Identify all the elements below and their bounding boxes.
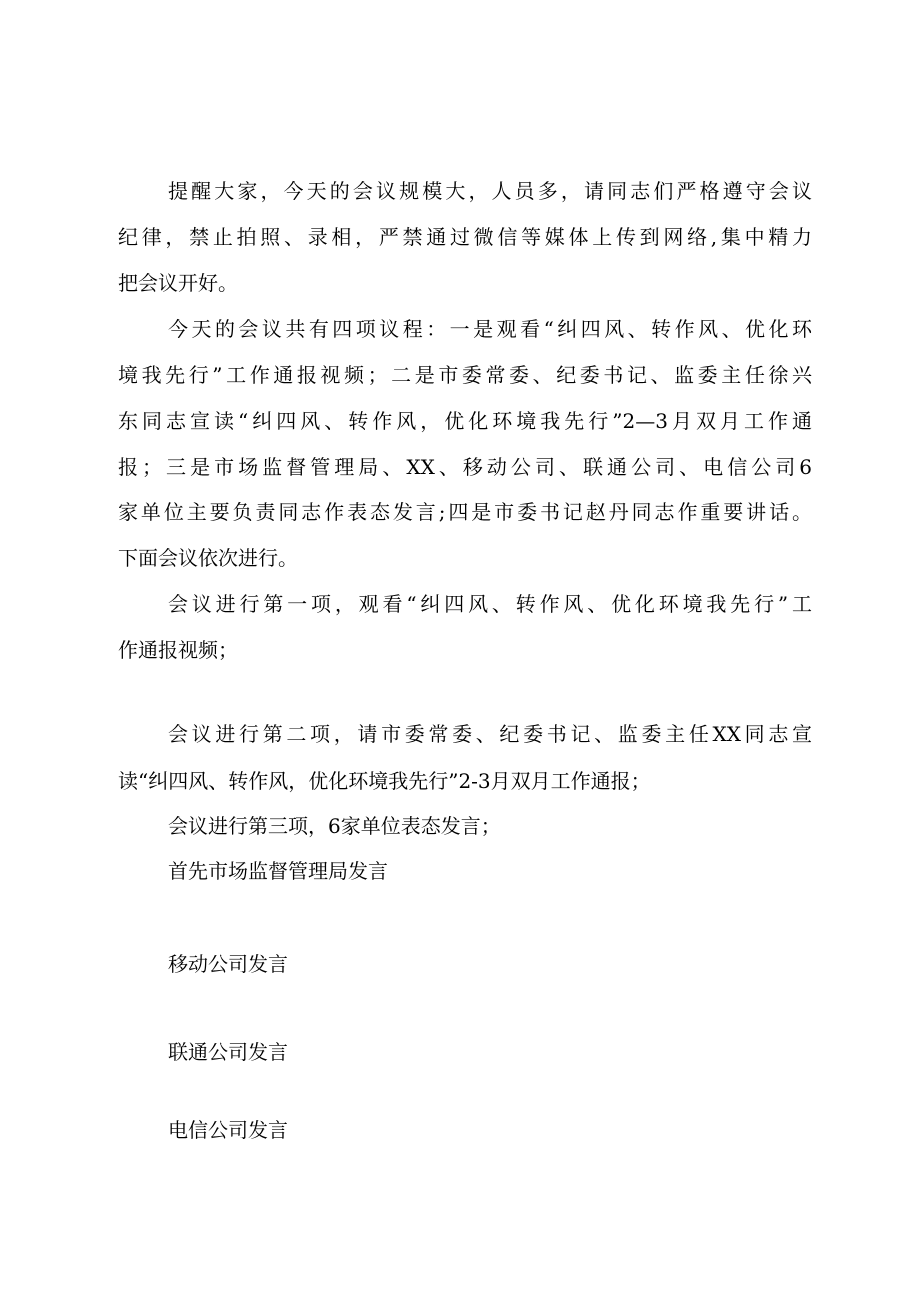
- speaker-telecom: 电信公司发言: [168, 1118, 288, 1142]
- speaker-mobile: 移动公司发言: [168, 952, 288, 976]
- paragraph-4-line-2: 读“纠四风、转作风，优化环境我先行”2-3月双月工作通报；: [118, 769, 651, 793]
- paragraph-2-line-2: 境我先行”工作通报视频；二是市委常委、纪委书记、监委主任徐兴: [118, 363, 812, 387]
- paragraph-2-line-5: 家单位主要负责同志作表态发言;四是市委书记赵丹同志作重要讲话。: [118, 500, 812, 524]
- paragraph-1-line-2: 纪律，禁止拍照、录相，严禁通过微信等媒体上传到网络,集中精力: [118, 225, 812, 249]
- paragraph-2-line-1: 今天的会议共有四项议程：一是观看“纠四风、转作风、优化环: [168, 317, 812, 341]
- paragraph-3-line-1: 会议进行第一项，观看“纠四风、转作风、优化环境我先行”工: [168, 592, 812, 616]
- paragraph-2-line-3: 东同志宣读“纠四风、转作风，优化环境我先行”2—3月双月工作通: [118, 409, 812, 433]
- speaker-market-supervision: 首先市场监督管理局发言: [168, 859, 388, 883]
- paragraph-1-line-1: 提醒大家，今天的会议规模大，人员多，请同志们严格遵守会议: [168, 179, 812, 203]
- agenda-item-three: 会议进行第三项，6家单位表态发言；: [168, 814, 501, 838]
- paragraph-3-line-2: 作通报视频；: [118, 638, 238, 662]
- paragraph-4-line-1: 会议进行第二项，请市委常委、纪委书记、监委主任XX同志宣: [168, 722, 812, 746]
- paragraph-2-line-4: 报；三是市场监督管理局、XX、移动公司、联通公司、电信公司6: [118, 455, 812, 479]
- paragraph-1-line-3: 把会议开好。: [118, 271, 238, 295]
- speaker-unicom: 联通公司发言: [168, 1040, 288, 1064]
- paragraph-2-line-6: 下面会议依次进行。: [118, 546, 298, 570]
